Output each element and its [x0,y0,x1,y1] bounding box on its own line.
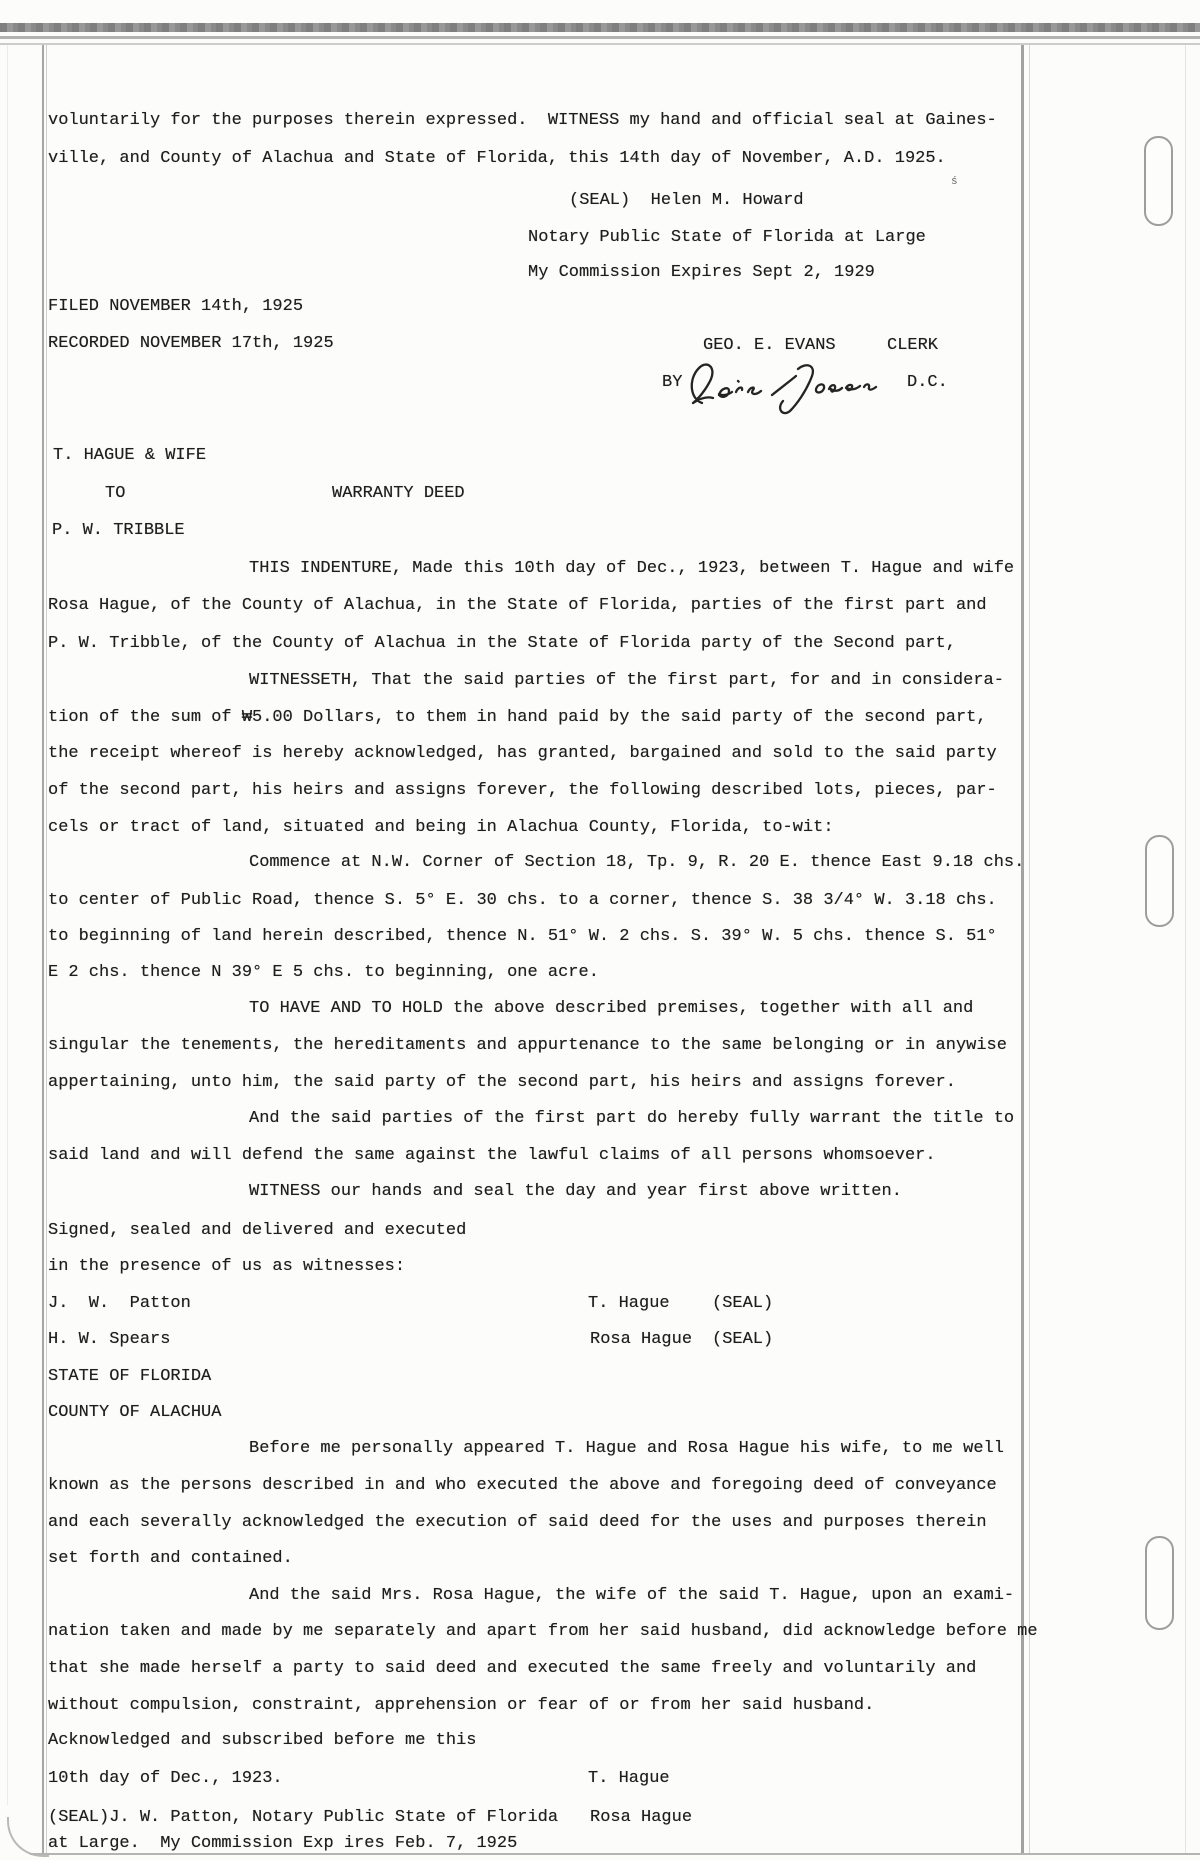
text-line: T. Hague [588,1769,670,1788]
text-line: TO [105,484,126,503]
text-line: to center of Public Road, thence S. 5° E. 30 chs. to a corner, thence S. 38 3/4° W. 3.18 chs. [48,891,997,910]
text-line: to beginning of land herein described, thence N. 51° W. 2 chs. S. 39° W. 5 chs. thence S. 51° [48,927,997,946]
text-line: My Commission Expires Sept 2, 1929 [528,263,875,282]
text-line: Rosa Hague [590,1330,693,1349]
text-line: nation taken and made by me separately and apart from her said husband, did acknowledge before me [48,1622,1038,1641]
text-line: tion of the sum of ₩5.00 Dollars, to them in hand paid by the said party of the second part, [48,708,987,727]
text-line: known as the persons described in and who executed the above and foregoing deed of conveyance [48,1476,997,1495]
text-line: of the second part, his heirs and assigns forever, the following described lots, pieces, par- [48,781,997,800]
text-line: (SEAL) [712,1330,774,1349]
text-line: ś [951,176,958,188]
text-line: T. HAGUE & WIFE [53,446,207,465]
left-margin-rule [42,45,44,1855]
right-margin-rule [1021,45,1024,1855]
text-line: Before me personally appeared T. Hague and Rosa Hague his wife, to me well [249,1439,1004,1458]
text-line: Notary Public State of Florida at Large [528,228,926,247]
text-line: at Large. My Commission Exp ires Feb. 7, 1925 [48,1834,518,1853]
scan-edge-line-right [1185,45,1186,1855]
text-line: Rosa Hague, of the County of Alachua, in the State of Florida, parties of the first part and [48,596,987,615]
scan-edge-line-left [7,45,8,1805]
text-line: Rosa Hague [590,1808,693,1827]
text-line: CLERK [887,336,939,355]
text-line: STATE OF FLORIDA [48,1367,212,1386]
binding-hole [1145,835,1174,927]
text-line: said land and will defend the same against the lawful claims of all persons whomsoever. [48,1146,936,1165]
text-line: voluntarily for the purposes therein expressed. WITNESS my hand and official seal at Gaines- [48,111,997,130]
page-corner-arc [7,1817,49,1857]
text-line: THIS INDENTURE, Made this 10th day of Dec., 1923, between T. Hague and wife [249,559,1015,578]
text-line: in the presence of us as witnesses: [48,1257,406,1276]
text-line: Commence at N.W. Corner of Section 18, Tp. 9, R. 20 E. thence East 9.18 chs. [249,853,1025,872]
text-line: ville, and County of Alachua and State of Florida, this 14th day of November, A.D. 1925. [48,149,946,168]
text-line: COUNTY OF ALACHUA [48,1403,222,1422]
top-ledger-rule-light [0,43,1200,45]
text-line: Signed, sealed and delivered and executed [48,1221,467,1240]
text-line: appertaining, unto him, the said party of the second part, his heirs and assigns forever. [48,1073,956,1092]
text-line: P. W. Tribble, of the County of Alachua in the State of Florida party of the Second part, [48,634,956,653]
text-line: And the said parties of the first part do hereby fully warrant the title to [249,1109,1015,1128]
text-line: that she made herself a party to said deed and executed the same freely and voluntarily and [48,1659,977,1678]
text-line: E 2 chs. thence N 39° E 5 chs. to beginning, one acre. [48,963,599,982]
text-line: D.C. [907,373,948,392]
text-line: T. Hague [588,1294,670,1313]
text-line: RECORDED NOVEMBER 17th, 1925 [48,334,334,353]
text-line: and each severally acknowledged the execution of said deed for the uses and purposes therein [48,1513,987,1532]
clerk-deputy-signature [686,357,898,417]
text-line: (SEAL) [712,1294,774,1313]
text-line: (SEAL) Helen M. Howard [569,191,804,210]
text-line: the receipt whereof is hereby acknowledged, has granted, bargained and sold to the said party [48,744,997,763]
text-line: singular the tenements, the hereditaments and appurtenance to the same belonging or in anywise [48,1036,1007,1055]
text-line: H. W. Spears [48,1330,171,1349]
text-line: Acknowledged and subscribed before me this [48,1731,477,1750]
binding-hole [1144,136,1173,226]
text-line: WARRANTY DEED [332,484,465,503]
top-ledger-rule-heavy [0,23,1200,32]
text-line: J. W. Patton [48,1294,191,1313]
left-margin-rule-shadow [46,45,47,1855]
text-line: 10th day of Dec., 1923. [48,1769,283,1788]
text-line: P. W. TRIBBLE [52,521,185,540]
text-line: WITNESSETH, That the said parties of the first part, for and in considera- [249,671,1004,690]
text-line: set forth and contained. [48,1549,293,1568]
text-line: cels or tract of land, situated and being in Alachua County, Florida, to-wit: [48,818,834,837]
text-line: GEO. E. EVANS [703,336,836,355]
text-line: without compulsion, constraint, apprehension or fear of or from her said husband. [48,1696,875,1715]
text-line: FILED NOVEMBER 14th, 1925 [48,297,304,316]
top-ledger-rule-medium [0,36,1200,39]
text-line: TO HAVE AND TO HOLD the above described premises, together with all and [249,999,974,1018]
text-line: WITNESS our hands and seal the day and year first above written. [249,1182,902,1201]
right-margin-rule-shadow [1029,45,1030,1855]
text-line: (SEAL)J. W. Patton, Notary Public State of Florida [48,1808,559,1827]
text-line: BY [662,373,683,392]
binding-hole [1145,1536,1174,1630]
text-line: And the said Mrs. Rosa Hague, the wife of the said T. Hague, upon an exami- [249,1586,1015,1605]
